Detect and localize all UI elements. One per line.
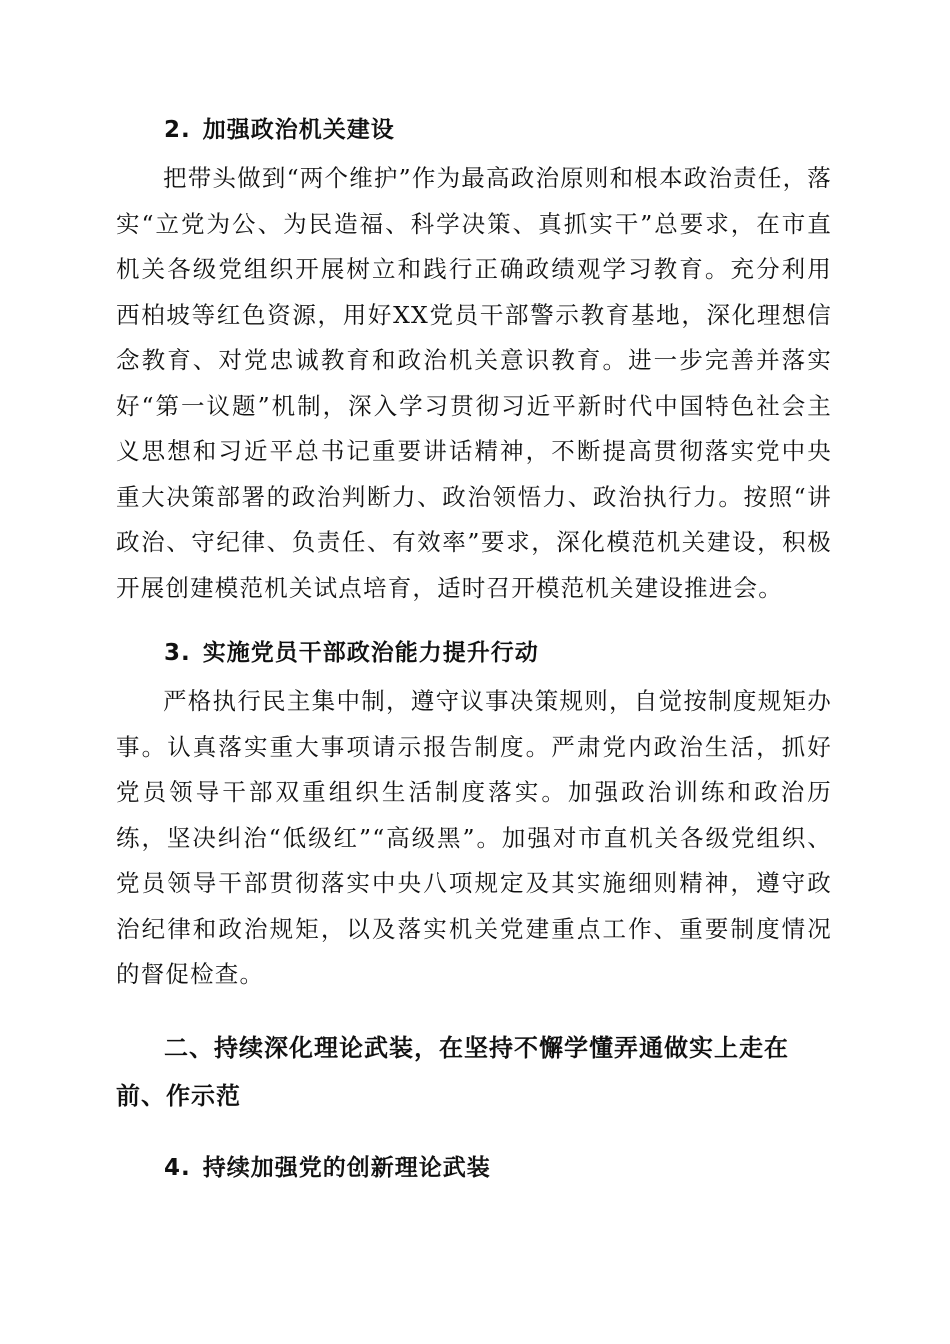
document-page (116, 108, 832, 1190)
subheading-2 (116, 108, 832, 152)
subheading-title: 实施党员干部政治能力提升行动 (202, 640, 539, 666)
section-heading-2: 二、持续深化理论武装，在坚持不懈学懂弄通做实上走在前、作示范 (116, 1033, 789, 1110)
subheading-number: 4. (164, 1154, 191, 1181)
subheading-4 (116, 1146, 832, 1190)
paragraph-political-ability: 严格执行民主集中制，遵守议事决策规则，自觉按制度规矩办事。认真落实重大事项请示报告制度。严肃党内政治生活，抓好党员领导干部双重组织生活制度落实。加强政治训练和政治历练，坚决纠治“低级红”“高级黑”。加强对市直机关各级党组织、党员领导干部贯彻落实中央八项规定及其实施细则精神，遵守政治纪律和政治规矩，以及落实机关党建重点工作、重要制度情况的督促检查。 (116, 687, 832, 988)
subheading-number: 2. (164, 117, 191, 143)
subheading-title: 持续加强党的创新理论武装 (202, 1154, 491, 1181)
subheading-title: 加强政治机关建设 (202, 117, 395, 143)
subheading-number: 3. (164, 640, 191, 666)
subheading-3 (116, 631, 832, 675)
paragraph-political-organ-building: 把带头做到“两个维护”作为最高政治原则和根本政治责任，落实“立党为公、为民造福、科学决策、真抓实干”总要求，在市直机关各级党组织开展树立和践行正确政绩观学习教育。充分利用西柏坡等红色资源，用好XX党员干部警示教育基地，深化理想信念教育、对党忠诚教育和政治机关意识教育。进一步完善并落实好“第一议题”机制，深入学习贯彻习近平新时代中国特色社会主义思想和习近平总书记重要讲话精神，不断提高贯彻落实党中央重大决策部署的政治判断力、政治领悟力、政治执行力。按照“讲政治、守纪律、负责任、有效率”要求，深化模范机关建设，积极开展创建模范机关试点培育，适时召开模范机关建设推进会。 (116, 164, 832, 602)
